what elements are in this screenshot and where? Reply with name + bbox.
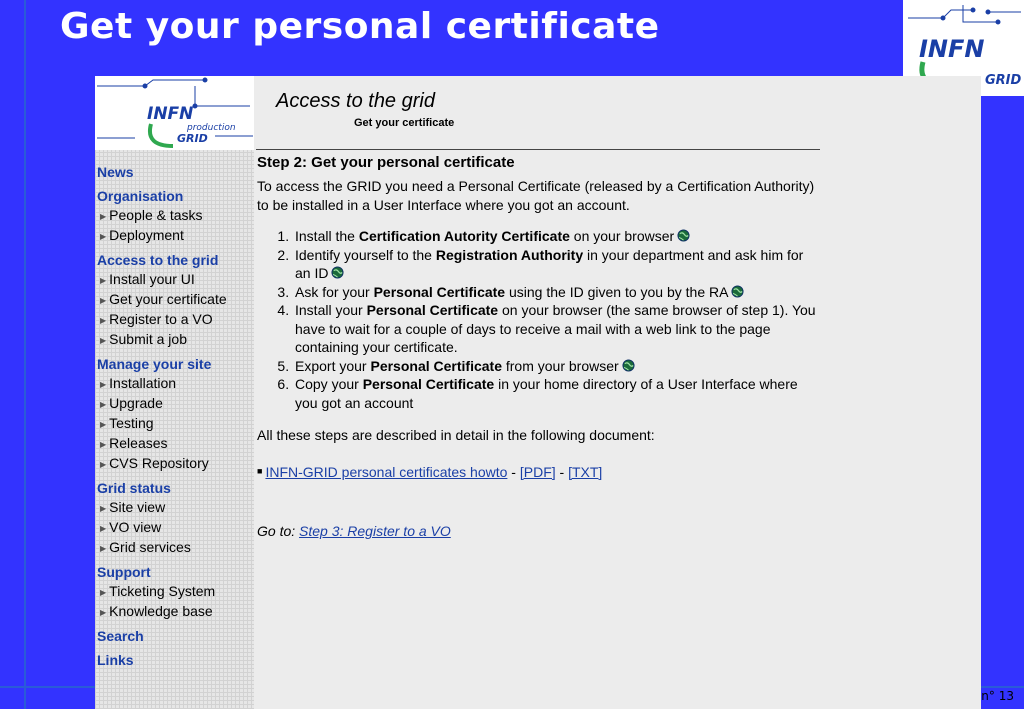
step-item: [293, 301, 822, 357]
step-text: on your browser (the same browser of step 1). You have to wait for a couple of days to receive a mail with a web link to the page containing your certificate.: [295, 302, 816, 355]
arrow-right-icon: ▶: [100, 212, 107, 221]
arrow-right-icon: ▶: [100, 336, 107, 345]
step-bold-text: Personal Certificate: [370, 357, 502, 374]
step-text: Identify yourself to the: [295, 246, 436, 263]
sidebar: [95, 76, 254, 709]
nav-item-submit-job[interactable]: [97, 330, 254, 350]
nav-item-label: Install your UI: [109, 271, 195, 287]
globe-icon[interactable]: [677, 228, 690, 241]
arrow-right-icon: ▶: [100, 504, 107, 513]
nav-item-deployment[interactable]: [97, 226, 254, 246]
globe-icon[interactable]: [731, 284, 744, 297]
nav-section-grid-status[interactable]: Grid status: [97, 480, 171, 496]
step-text: Copy your: [295, 376, 363, 392]
arrow-right-icon: ▶: [100, 544, 107, 553]
nav-item-label: Upgrade: [109, 395, 163, 411]
nav-section-support[interactable]: Support: [97, 564, 151, 580]
arrow-right-icon: ▶: [100, 460, 107, 469]
step-bold-text: Personal Certificate: [373, 283, 506, 300]
step-item: [293, 246, 822, 283]
nav-item-label: Get your certificate: [109, 291, 227, 307]
nav-section-search[interactable]: Search: [97, 628, 144, 644]
arrow-right-icon: ▶: [100, 276, 107, 285]
doc-intro: All these steps are described in detail in the following document:: [257, 427, 655, 443]
nav-item-upgrade[interactable]: [97, 394, 254, 414]
nav-item-label: Site view: [109, 499, 166, 515]
nav-section-access[interactable]: Access to the grid: [97, 252, 219, 268]
nav-item-label: Ticketing System: [109, 583, 216, 599]
arrow-right-icon: ▶: [100, 232, 107, 241]
nav-item-grid-services[interactable]: [97, 538, 254, 558]
step-bold-text: Certification Autority Certificate: [358, 228, 570, 244]
globe-icon[interactable]: [331, 265, 344, 278]
step-item: [293, 283, 822, 302]
nav-item-install-ui[interactable]: [97, 270, 254, 290]
pdf-link[interactable]: [PDF]: [519, 464, 556, 480]
nav-item-label: Testing: [109, 415, 154, 431]
link-separator: -: [555, 464, 569, 480]
nav-item-label: Deployment: [109, 227, 184, 243]
step-text: Install the: [295, 228, 359, 244]
browser-page: [95, 76, 981, 709]
corner-logo-text: INFN: [919, 35, 985, 63]
step-heading: Step 2: Get your personal certificate: [257, 154, 515, 171]
step-text: from your browser: [501, 357, 619, 374]
step-text: Export your: [295, 357, 371, 374]
nav-item-cvs-repository[interactable]: [97, 454, 254, 474]
header-divider: [256, 149, 820, 150]
nav-item-label: Releases: [109, 435, 168, 451]
arrow-right-icon: ▶: [100, 296, 107, 305]
arrow-right-icon: ▶: [100, 588, 107, 597]
site-logo-sub1: production: [187, 123, 236, 133]
next-step-link[interactable]: Step 3: Register to a VO: [299, 523, 451, 539]
infn-production-grid-logo[interactable]: [95, 76, 254, 150]
step-text: Ask for your: [295, 283, 374, 300]
page-header-subtitle: Get your certificate: [354, 117, 455, 129]
nav-item-label: People & tasks: [109, 207, 203, 223]
sidebar-nav: [97, 158, 254, 670]
slide-number: n° 13: [981, 689, 1014, 703]
corner-logo-sub: GRID: [985, 73, 1022, 88]
nav-item-label: Submit a job: [109, 331, 187, 347]
nav-item-label: Register to a VO: [109, 311, 213, 327]
nav-item-vo-view[interactable]: [97, 518, 254, 538]
step-item: [293, 357, 822, 376]
arrow-right-icon: ▶: [100, 608, 107, 617]
step-bold-text: Registration Authority: [435, 246, 584, 263]
step-text: using the ID given to you by the RA: [505, 283, 729, 300]
site-logo-sub2: GRID: [177, 132, 208, 145]
nav-item-label: Knowledge base: [109, 603, 213, 619]
nav-item-installation[interactable]: [97, 374, 254, 394]
nav-item-label: VO view: [109, 519, 162, 535]
nav-item-ticketing[interactable]: [97, 582, 254, 602]
nav-section-links[interactable]: Links: [97, 652, 134, 668]
nav-item-label: Grid services: [109, 539, 191, 555]
arrow-right-icon: ▶: [100, 440, 107, 449]
nav-item-people-tasks[interactable]: [97, 206, 254, 226]
step-item: [293, 375, 822, 412]
site-logo-main: INFN: [147, 104, 194, 124]
slide-title: Get your personal certificate: [60, 6, 660, 47]
step-text: in your department and ask him for an ID: [295, 246, 804, 281]
step-text: Install your: [295, 302, 367, 318]
nav-item-get-certificate[interactable]: [97, 290, 254, 310]
howto-link[interactable]: INFN-GRID personal certificates howto: [265, 464, 508, 480]
link-separator: -: [507, 464, 520, 480]
arrow-right-icon: ▶: [100, 524, 107, 533]
nav-item-knowledge-base[interactable]: [97, 602, 254, 622]
steps-list: [257, 227, 822, 412]
step-text: on your browser: [569, 228, 675, 244]
arrow-right-icon: ▶: [100, 380, 107, 389]
txt-link[interactable]: [TXT]: [568, 464, 603, 480]
nav-item-label: CVS Repository: [109, 455, 209, 471]
slide-guide-vertical: [24, 0, 26, 709]
nav-item-site-view[interactable]: [97, 498, 254, 518]
nav-section-manage-site[interactable]: Manage your site: [97, 356, 212, 372]
goto-line: [257, 522, 822, 541]
nav-item-register-vo[interactable]: [97, 310, 254, 330]
arrow-right-icon: ▶: [100, 400, 107, 409]
globe-icon[interactable]: [622, 358, 635, 371]
step-bold-text: Personal Certificate: [366, 302, 499, 318]
step-item: [293, 227, 822, 246]
nav-section-organisation[interactable]: Organisation: [97, 188, 184, 204]
doc-links-line: [257, 462, 822, 482]
square-bullet-icon: ■: [257, 466, 263, 476]
page-header: [276, 90, 454, 129]
arrow-right-icon: ▶: [100, 420, 107, 429]
step-bold-text: Personal Certificate: [362, 376, 495, 392]
nav-item-testing[interactable]: [97, 414, 254, 434]
arrow-right-icon: ▶: [100, 316, 107, 325]
nav-section-news[interactable]: News: [97, 164, 134, 180]
intro-paragraph: To access the GRID you need a Personal Certificate (released by a Certification Authority) to be installed in a User Interface where you got an account.: [257, 178, 815, 213]
nav-item-label: Installation: [109, 375, 177, 391]
step-text: in your home directory of a User Interface where you got an account: [295, 376, 798, 411]
main-content: [257, 154, 822, 541]
nav-item-releases[interactable]: [97, 434, 254, 454]
page-header-title: Access to the grid: [276, 90, 435, 112]
goto-label: Go to:: [257, 523, 300, 539]
